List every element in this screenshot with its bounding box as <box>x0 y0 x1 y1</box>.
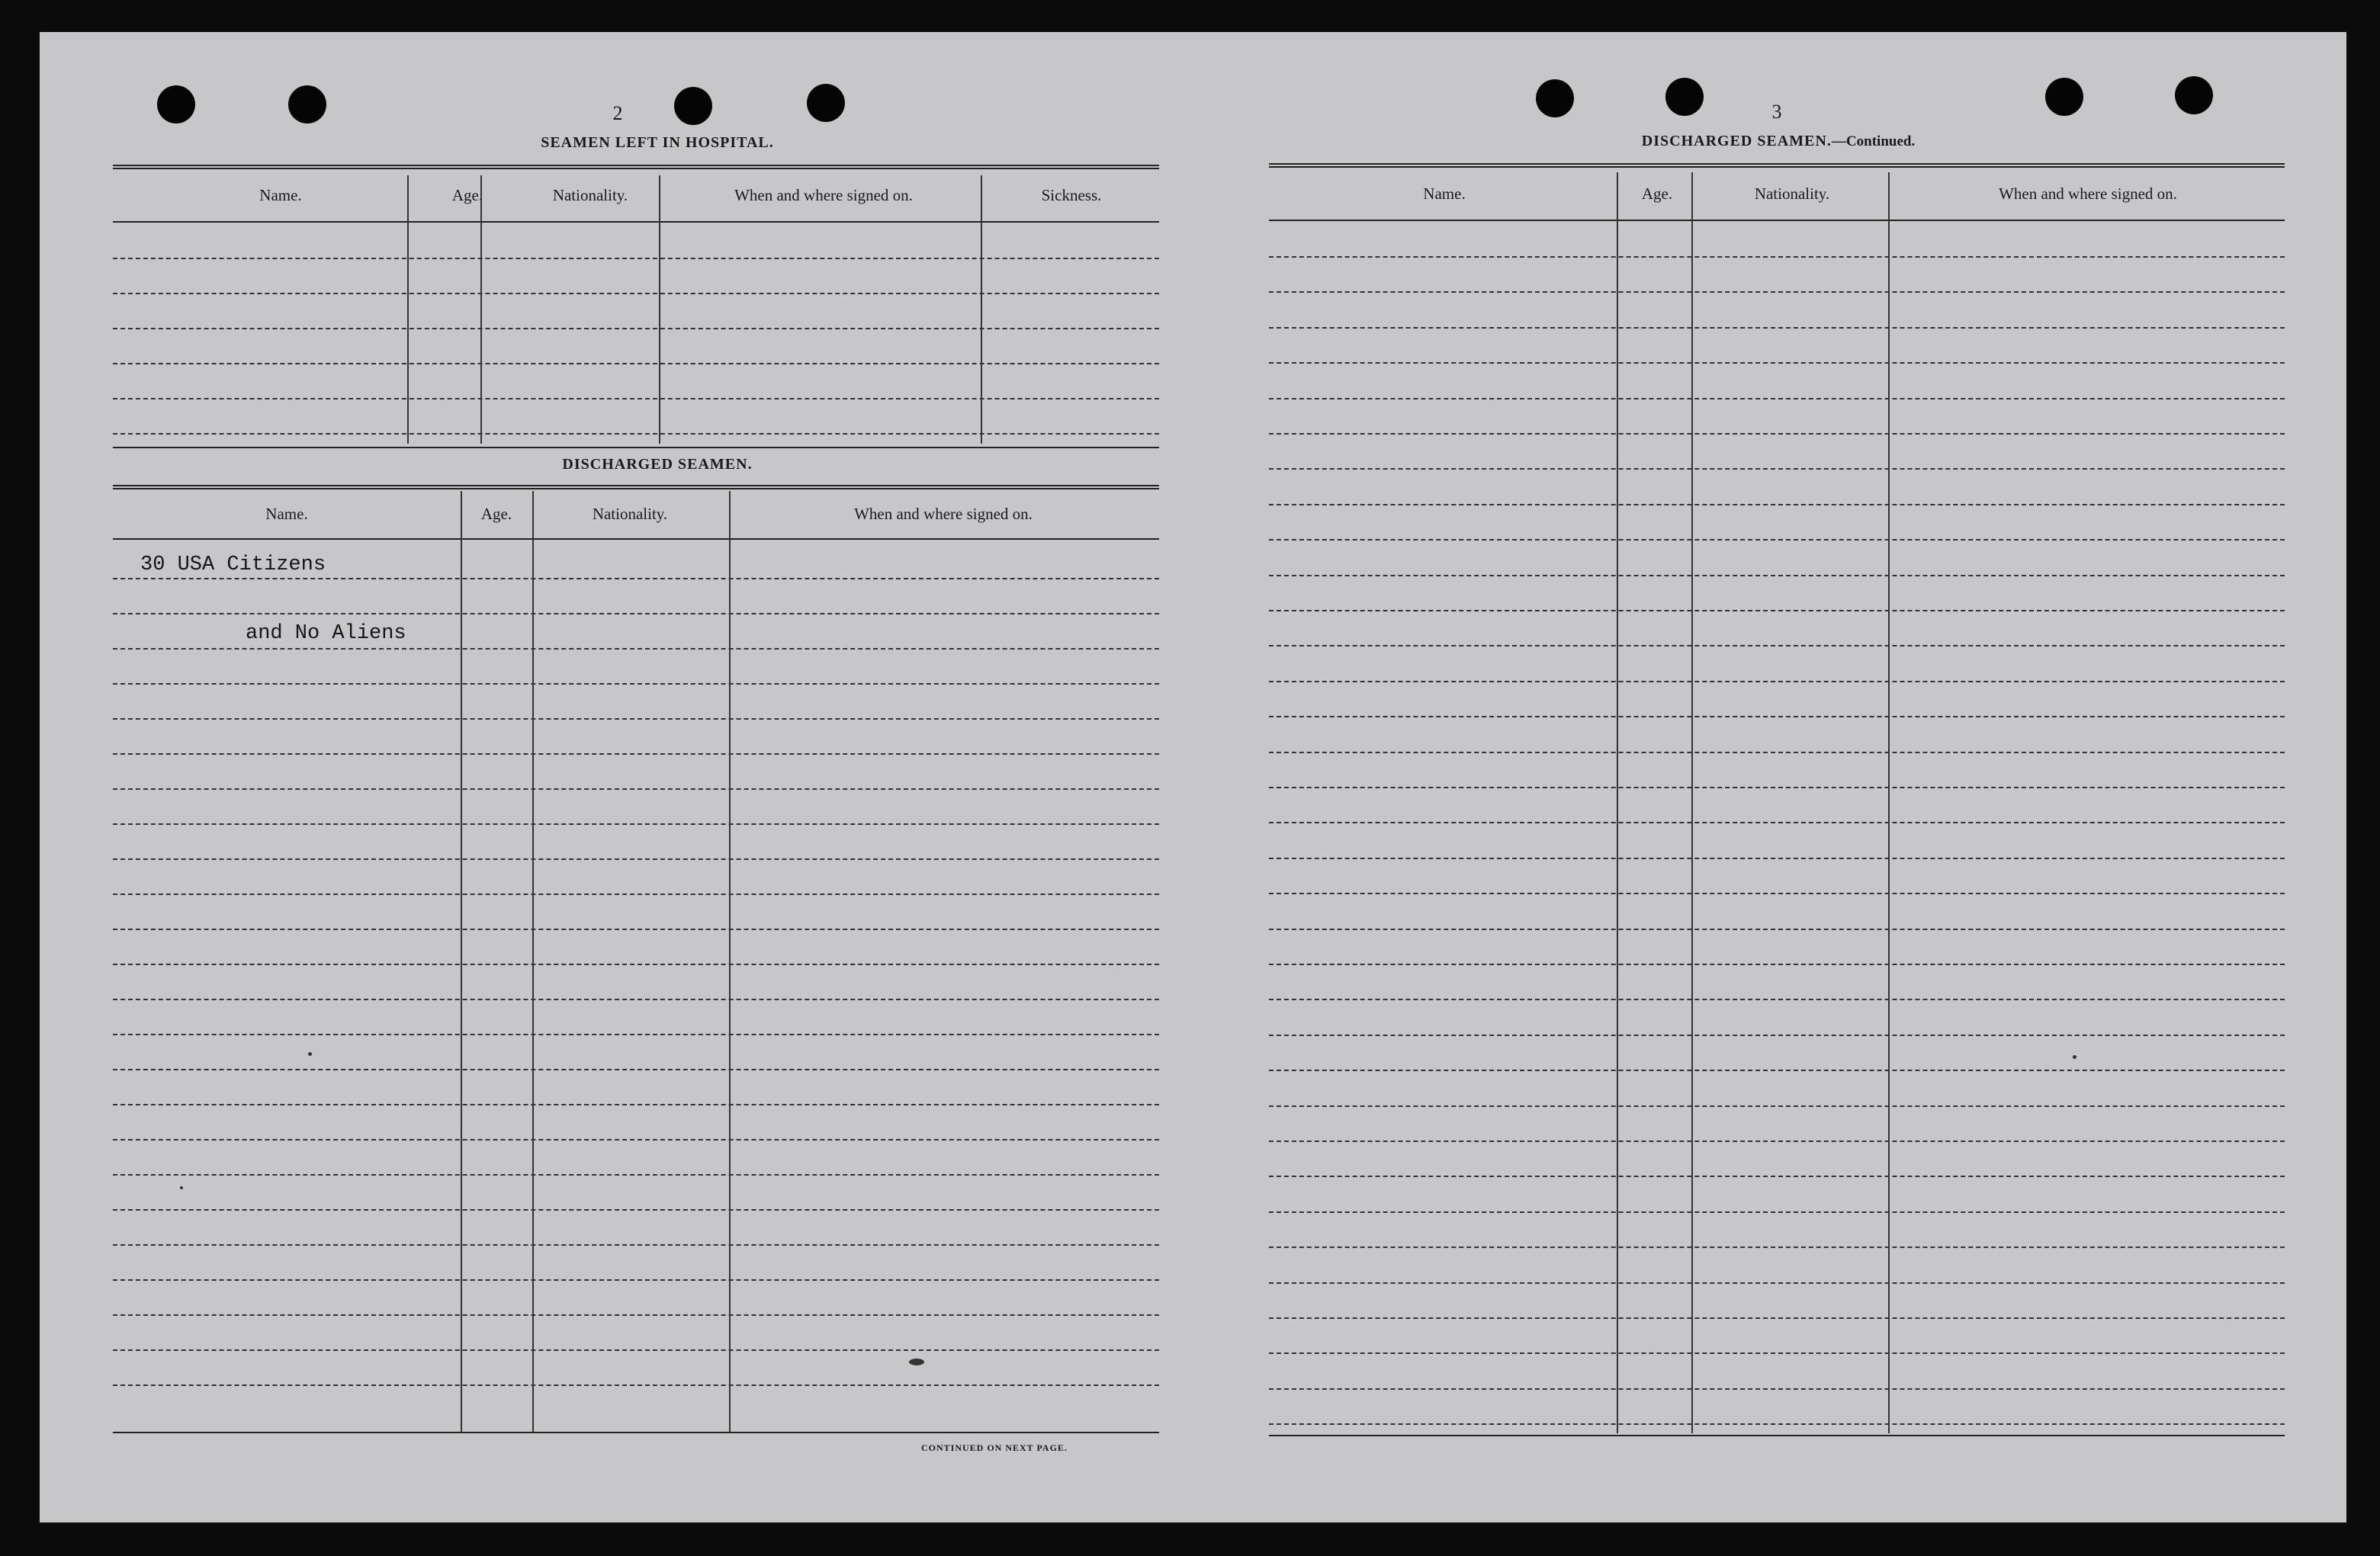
ruled-line <box>1269 893 2285 894</box>
ruled-line <box>1269 291 2285 293</box>
ruled-line <box>113 648 1159 650</box>
ruled-line <box>1269 468 2285 470</box>
punch-hole <box>2045 78 2083 116</box>
ruled-line <box>1269 681 2285 682</box>
ruled-line <box>113 893 1159 895</box>
column-header-when-where: When and where signed on. <box>854 505 1033 523</box>
page-number: 2 <box>612 102 623 124</box>
punch-hole <box>288 85 326 124</box>
ink-speck <box>2073 1055 2076 1059</box>
ruled-line <box>1269 327 2285 329</box>
column-divider <box>981 175 982 444</box>
ruled-line <box>1269 1176 2285 1177</box>
bottom-rule <box>113 1432 1159 1433</box>
ruled-line <box>113 964 1159 965</box>
ruled-line <box>113 1104 1159 1105</box>
ruled-line <box>1269 504 2285 505</box>
column-divider <box>1617 172 1618 1433</box>
column-divider <box>1691 172 1693 1433</box>
ruled-line <box>113 293 1159 294</box>
ruled-line <box>1269 1388 2285 1390</box>
ruled-line <box>1269 858 2285 859</box>
ruled-line <box>1269 1070 2285 1071</box>
ruled-line <box>1269 999 2285 1000</box>
punch-hole <box>674 87 712 125</box>
ruled-line <box>113 258 1159 259</box>
page-number: 3 <box>1771 101 1782 123</box>
column-divider <box>461 491 462 1433</box>
ruled-line <box>1269 822 2285 823</box>
column-divider <box>407 175 409 444</box>
section-rule <box>113 447 1159 448</box>
ruled-line <box>1269 1035 2285 1036</box>
column-divider <box>480 175 482 444</box>
ruled-line <box>113 1034 1159 1035</box>
typed-entry: 30 USA Citizens <box>140 553 326 576</box>
ruled-line <box>113 683 1159 685</box>
column-header-when-where: When and where signed on. <box>1999 184 2177 203</box>
ruled-line <box>113 328 1159 329</box>
ruled-line <box>1269 1352 2285 1354</box>
punch-hole <box>2175 76 2213 114</box>
ruled-line <box>113 1209 1159 1211</box>
ruled-line <box>1269 1141 2285 1142</box>
ruled-line <box>113 433 1159 435</box>
ruled-line <box>113 1174 1159 1176</box>
title-text: DISCHARGED SEAMEN. <box>1641 133 1832 149</box>
ruled-line <box>113 999 1159 1000</box>
ruled-line <box>113 578 1159 579</box>
ruled-line <box>1269 256 2285 258</box>
column-header-name: Name. <box>1423 184 1466 203</box>
ruled-line <box>113 858 1159 860</box>
ink-speck <box>180 1186 183 1189</box>
ink-speck <box>909 1359 924 1365</box>
discharged-continued-title <box>1611 133 1946 150</box>
header-rule <box>1269 220 2285 221</box>
ruled-line <box>1269 929 2285 930</box>
column-header-nationality: Nationality. <box>552 186 628 204</box>
column-header-nationality: Nationality. <box>1754 184 1830 203</box>
punch-hole <box>807 84 845 122</box>
column-header-age: Age. <box>1641 184 1673 203</box>
double-rule <box>1269 163 2285 168</box>
punch-hole <box>1536 79 1574 117</box>
ruled-line <box>113 1384 1159 1386</box>
ruled-line <box>113 1069 1159 1070</box>
ruled-line <box>1269 716 2285 717</box>
ruled-line <box>1269 1423 2285 1425</box>
ruled-line <box>113 1314 1159 1316</box>
column-header-name: Name. <box>265 505 308 523</box>
punch-hole <box>157 85 195 124</box>
ruled-line <box>113 929 1159 930</box>
ruled-line <box>113 1139 1159 1141</box>
ruled-line <box>113 1244 1159 1246</box>
ruled-line <box>113 718 1159 720</box>
column-header-age: Age. <box>451 186 483 204</box>
ruled-line <box>113 823 1159 825</box>
column-divider <box>729 491 731 1433</box>
ruled-line <box>113 363 1159 364</box>
double-rule <box>113 485 1159 489</box>
ruled-line <box>1269 398 2285 399</box>
continued-note: CONTINUED ON NEXT PAGE. <box>921 1442 1068 1453</box>
ruled-line <box>113 788 1159 790</box>
form-sheet <box>40 32 2346 1522</box>
header-rule <box>113 538 1159 540</box>
bottom-rule <box>1269 1435 2285 1436</box>
ruled-line <box>1269 1105 2285 1107</box>
hospital-section-title: SEAMEN LEFT IN HOSPITAL. <box>541 134 774 151</box>
ruled-line <box>113 398 1159 399</box>
ruled-line <box>1269 539 2285 541</box>
column-header-nationality: Nationality. <box>592 505 668 523</box>
ink-speck <box>308 1052 312 1056</box>
ruled-line <box>113 1349 1159 1351</box>
column-divider <box>1888 172 1890 1433</box>
discharged-section-title: DISCHARGED SEAMEN. <box>562 456 753 473</box>
ruled-line <box>1269 433 2285 435</box>
title-suffix: —Continued. <box>1831 133 1916 149</box>
double-rule <box>113 165 1159 169</box>
ruled-line <box>113 1279 1159 1281</box>
column-header-sickness: Sickness. <box>1041 186 1102 204</box>
ruled-line <box>1269 362 2285 364</box>
ruled-line <box>113 753 1159 755</box>
punch-hole <box>1665 78 1704 116</box>
column-divider <box>532 491 534 1433</box>
ruled-line <box>1269 752 2285 753</box>
column-header-age: Age. <box>480 505 512 523</box>
ruled-line <box>1269 645 2285 646</box>
header-rule <box>113 221 1159 223</box>
column-header-name: Name. <box>259 186 302 204</box>
ruled-line <box>1269 964 2285 965</box>
ruled-line <box>1269 1282 2285 1284</box>
ruled-line <box>1269 610 2285 611</box>
ruled-line <box>1269 1211 2285 1213</box>
ruled-line <box>1269 1317 2285 1319</box>
ruled-line <box>1269 575 2285 576</box>
typed-entry: and No Aliens <box>246 622 406 645</box>
ruled-line <box>1269 1246 2285 1248</box>
ruled-line <box>1269 787 2285 788</box>
ruled-line <box>113 613 1159 614</box>
column-divider <box>659 175 660 444</box>
column-header-when-where: When and where signed on. <box>734 186 913 204</box>
